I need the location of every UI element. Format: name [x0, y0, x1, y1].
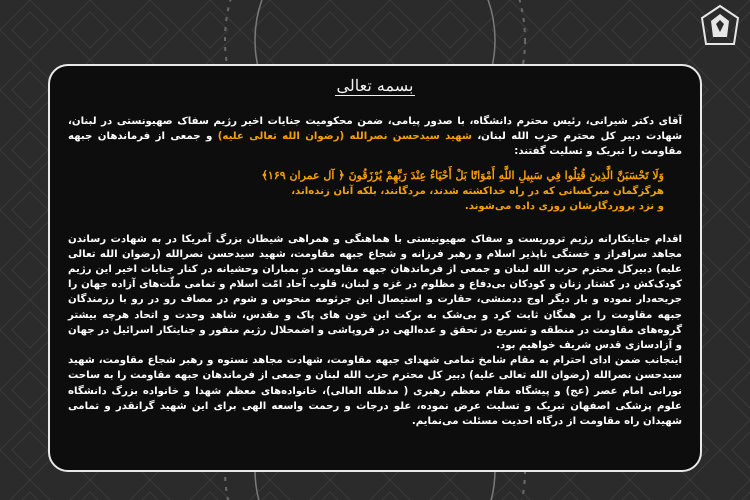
university-emblem-icon	[698, 4, 742, 48]
verse-translation-line-2: و نزد پروردگارشان روزی داده می‌شوند.	[464, 200, 664, 212]
intro-paragraph	[68, 114, 682, 160]
basmala-text: بسمه تعالی	[336, 76, 414, 95]
body-paragraph-2: اینجانب ضمن ادای احترام به مقام شامخ تمامی شهدای جبهه مقاومت، شهادت مجاهد نستوه و رهبر شجاع مقاومت، شهید سیدحسن نصرالله (رضوان الله تعالی علیه) دبیر کل محترم حزب الله لبنان و جمعی از فرماندهان جبهه مقاومت را به ساحت نورانی امام عصر (عج) و پیشگاه مقام معظم رهبری ( مدظله العالی)، خانواده‌های معظم شهدا و خانواده بزرگ دانشگاه علوم پزشکی اصفهان تبریک و تسلیت عرض نموده، علو درجات و رحمت واسعه الهی برای این شهید گرانقدر و تمامی شهیدان راه مقاومت از درگاه احدیت مسئلت می‌نمایم.	[68, 355, 682, 428]
quran-quote	[68, 168, 664, 214]
message-body	[50, 66, 700, 429]
quran-verse: وَلَا تَحْسَبَنَّ الَّذِينَ قُتِلُوا فِي سَبِيلِ اللَّهِ أَمْوَاتًا بَلْ أَحْيَاءٌ عِنْدَ رَبِّهِمْ يُرْزَقُونَ ﴿ آل عمران ۱۶۹﴾	[261, 168, 664, 182]
body-paragraph-1: اقدام جنایتکارانه رژیم تروریست و سفاک صهیونیستی با هماهنگی و همراهی شیطان بزرگ آمریکا در به شهادت رساندن مجاهد سرافراز و خستگی ناپذیر اسلام و رهبر فرزانه و شجاع جبهه مقاومت، شهید سیدحسن نصرالله (رضوان الله تعالی علیه) دبیرکل محترم حزب الله لبنان و جمعی از فرماندهان جبهه مقاومت در بمباران وحشیانه در کنار جنایات اخیر این رژیم کودک‌کش در کشتار زنان و کودکان بی‌دفاع و مظلوم در غزه و لبنان، قلوب آحاد امّت اسلام و تمامی ملّت‌های آزاده جهان را جریحه‌دار نموده و بار دیگر اوج ددمنشی، حقارت و استیصال این جرثومه منحوس و شوم در مصاف رو در رو با رزمندگان جبهه مقاومت را بر همگان ثابت کرد و بی‌شک به برکت این خون های پاک و مقدس، شاهد وحدت و اتحاد هرچه بیشتر گروه‌های مقاومت در منطقه و تسریع در تحقق و عده‌الهی در فروپاشی و اضمحلال رژیم منفور و جنایتکار اسرائیل در جهان و آزادسازی قدس شریف خواهیم بود.	[68, 233, 682, 352]
basmala-calligraphy	[68, 72, 682, 112]
intro-after-name: و جمعی از فرماندهان جبهه مقاومت را تبریک و تسلیت گفتند:	[68, 131, 682, 158]
announcement-panel	[48, 64, 702, 472]
verse-translation-line-1: هرگزگمان مبرکسانی که در راه خداکشته شدند، مردگانند، بلکه آنان زنده‌اند،	[291, 185, 664, 197]
intro-before-name: آقای دکتر شیرانی، رئیس محترم دانشگاه، با صدور پیامی، ضمن محکومیت جنایات اخیر رژیم سفاک صهیونستی در لبنان، شهادت دبیر کل محترم حزب الله لبنان،	[68, 116, 682, 143]
martyr-name: شهید سیدحسن نصرالله (رضوان الله تعالی علیه)	[217, 131, 472, 143]
